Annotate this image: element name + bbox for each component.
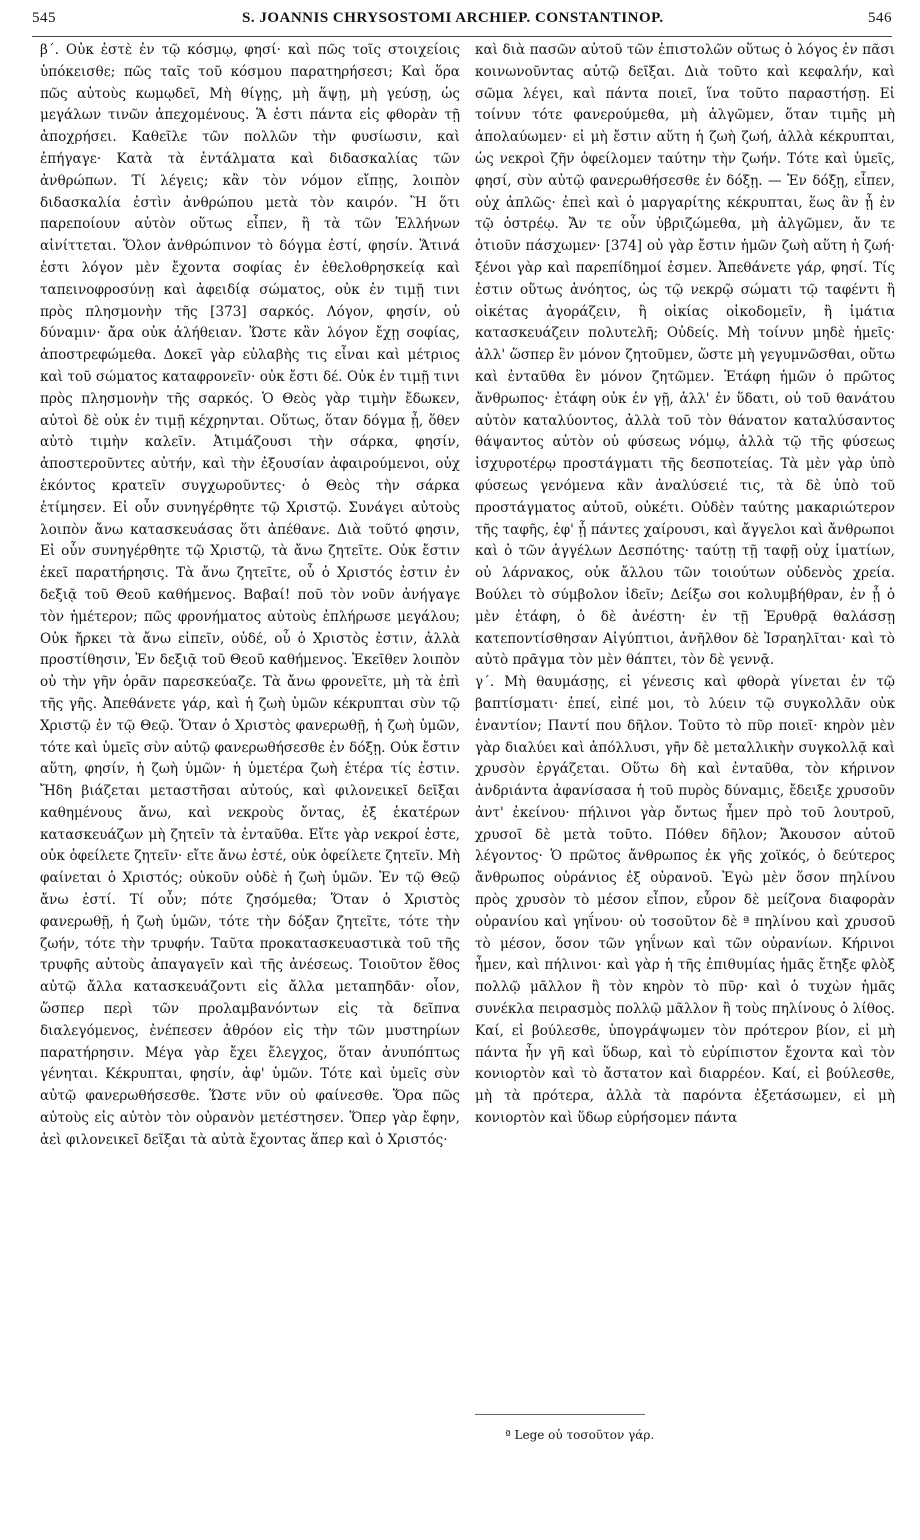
paragraph: β΄. Οὐκ ἐστὲ ἐν τῷ κόσμῳ, φησί· καὶ πῶς τοῖς στοιχείοις ὑπόκεισθε; πῶς ταῖς τοῦ κόσμου παρατηρήσεσι; Καὶ ὅρα πῶς αὐτοὺς κωμῳδεῖ, Μὴ θίγῃς, μὴ ἅψῃ, μὴ γεύσῃ, ὡς μεγάλων τινῶν ἀπεχομένους. Ἅ ἐστι πάντα εἰς φθορὰν τῇ ἀποχρήσει. Καθεῖλε τῶν πολλῶν τὴν φυσίωσιν, καὶ ἐπήγαγε· Κατὰ τὰ ἐντάλματα καὶ διδασκαλίας τῶν ἀνθρώπων. Τί λέγεις; κἂν τὸν νόμον εἴπῃς, λοιπὸν διδασκαλία ἐστὶν ἀνθρώπου μετὰ τὸν καιρόν. Ἢ ὅτι παρεποίουν αὐτὸν οὕτως εἶπεν, ἢ τὰ τῶν Ἑλλήνων αἰνίττεται. Ὅλον ἀνθρώπινον τὸ δόγμα ἐστί, φησίν. Ἅτινά ἐστι λόγον μὲν ἔχοντα σοφίας ἐν ἐθελοθρησκείᾳ καὶ ταπεινοφροσύνῃ καὶ ἀφειδίᾳ σώματος, οὐκ ἐν τιμῇ τινι πρὸς πλησμονὴν τῆς [373] σαρκός. Λόγον, φησίν, οὐ δύναμιν· ἄρα οὐκ ἀλήθειαν. Ὥστε κἂν λόγον ἔχῃ σοφίας, ἀποστρεφώμεθα. Δοκεῖ γὰρ εὐλαβὴς τις εἶναι καὶ μέτριος καὶ τοῦ σώματος καταφρονεῖν· οὐκ ἔστι δέ. Οὐκ ἐν τιμῇ τινι πρὸς πλησμονὴν τῆς σαρκός. Ὁ Θεὸς γὰρ τιμὴν ἔδωκεν, αὐτοὶ δὲ οὐκ ἐν τιμῇ κέχρηνται. Οὕτως, ὅταν δόγμα ᾖ, ὅθεν αὐτὸ τιμὴν καλεῖν. Ἀτιμάζουσι τὴν σάρκα, φησίν, ἀποστεροῦντες αὐτήν, καὶ τὴν ἐξουσίαν ἀφαιρούμενοι, οὐχ ἑκόντος κρατεῖν συγχωροῦντες· ὁ Θεὸς τὴν σάρκα ἐτίμησεν. Εἰ οὖν συνηγέρθητε τῷ Χριστῷ. Συνάγει αὐτοὺς λοιπὸν ἄνω κατασκευάσας ὅτι ἀπέθανε. Διὰ τοῦτό φησιν, Εἰ οὖν συνηγέρθητε τῷ Χριστῷ, τὰ ἄνω ζητεῖτε. Οὐκ ἔστιν ἐκεῖ παρατήρησις. Τὰ ἄνω ζητεῖτε, οὗ ὁ Χριστός ἐστιν ἐν δεξιᾷ τοῦ Θεοῦ καθήμενος. Βαβαί! ποῦ τὸν νοῦν ἀνήγαγε τὸν ἡμέτερον; πῶς φρονήματος αὐτοὺς ἐπλήρωσε μεγάλου; Οὐκ ἤρκει τὰ ἄνω εἰπεῖν, οὐδέ, οὗ ὁ Χριστὸς ἐστιν, ἀλλὰ προστίθησιν, Ἐν δεξιᾷ τοῦ Θεοῦ καθήμενος. Ἐκεῖθεν λοιπὸν οὐ τὴν γῆν ὁρᾶν παρεσκεύαζε. Τὰ ἄνω φρονεῖτε, μὴ τὰ ἐπὶ τῆς γῆς. Ἀπεθάνετε γάρ, καὶ ἡ ζωὴ ὑμῶν κέκρυπται σὺν τῷ Χριστῷ ἐν τῷ Θεῷ. Ὅταν ὁ Χριστὸς φανερωθῇ, ἡ ζωὴ ὑμῶν, τότε καὶ ὑμεῖς σὺν αὐτῷ φανερωθήσεσθε ἐν δόξῃ. Οὐκ ἔστιν αὕτη, φησίν, ἡ ζωὴ ὑμῶν· ἡ ὑμετέρα ζωὴ ἑτέρα τίς ἐστιν. Ἤδη βιάζεται μεταστῆσαι αὐτούς, καὶ φιλονεικεῖ δεῖξαι καθημένους ἄνω, καὶ νεκροὺς ὄντας, ἐξ ἑκατέρων κατασκευάζων μὴ ζητεῖν τὰ ἐνταῦθα. Εἴτε γὰρ νεκροί ἐστε, οὐκ ὀφείλετε ζητεῖν· εἴτε ἄνω ἐστέ, οὐκ ὀφείλετε ζητεῖν. Μὴ φαίνεται ὁ Χριστός; οὐκοῦν οὐδὲ ἡ ζωὴ ὑμῶν. Ἐν τῷ Θεῷ ἄνω ἐστί. Τί οὖν; πότε ζησόμεθα; Ὅταν ὁ Χριστὸς φανερωθῇ, ἡ ζωὴ ὑμῶν, τότε τὴν δόξαν ζητεῖτε, τότε τὴν ζωήν, τότε τὴν τρυφήν. Ταῦτα προκατασκευαστικὰ τοῦ τῆς τρυφῆς αὐτοὺς ἀπαγαγεῖν καὶ τῆς ἀνέσεως. Τοιοῦτον ἔθος αὐτῷ ἄλλα κατασκευάζοντι εἰς ἄλλα μεταπηδᾶν· οἷον, ὥσπερ περὶ τῶν προλαμβανόντων εἰς τὰ δεῖπνα διαλεγόμενος, ἐνέπεσεν ἀθρόον εἰς τὴν τῶν μυστηρίων παρατήρησιν. Μέγα γὰρ ἔχει ἔλεγχος, ὅταν ἀνυπόπτως γένηται. Κέκρυπται, φησίν, ἀφ' ὑμῶν. Τότε καὶ ὑμεῖς σὺν αὐτῷ φανερωθήσεσθε. Ὥστε νῦν οὐ φαίνεσθε. Ὅρα πῶς αὐτοὺς εἰς αὐτὸν τὸν οὐρανὸν μετέστησεν. Ὅπερ γὰρ ἔφην, ἀεὶ φιλονεικεῖ δεῖξαι τὰ αὐτὰ ἔχοντας ἅπερ καὶ ὁ Χριστός·: [40, 42, 460, 1148]
paragraph: γ΄. Μὴ θαυμάσῃς, εἰ γένεσις καὶ φθορὰ γίνεται ἐν τῷ βαπτίσματι· ἐπεί, εἰπέ μοι, τὸ λύειν τῷ συγκολλᾶν οὐκ ἐναντίον; Παντί που δῆλον. Τοῦτο τὸ πῦρ ποιεῖ· κηρὸν μὲν γὰρ διαλύει καὶ ἀπόλλυσι, γῆν δὲ μεταλλικὴν συγκολλᾷ καὶ χρυσὸν ἐργάζεται. Οὕτω δὴ καὶ ἐνταῦθα, τὸν κήρινον ἀνδριάντα ἀφανίσασα ἡ τοῦ πυρὸς δύναμις, ἔδειξε χρυσοῦν ἀντ' ἐκείνου· πήλινοι γὰρ ὄντως ἦμεν πρὸ τοῦ λουτροῦ, χρυσοῖ δὲ μετὰ τοῦτο. Πόθεν δῆλον; Ἄκουσον αὐτοῦ λέγοντος· Ὁ πρῶτος ἄνθρωπος ἐκ γῆς χοϊκός, ὁ δεύτερος ἄνθρωπος οὐράνιος ἐξ οὐρανοῦ. Ἐγὼ μὲν ὅσον πηλίνου πρὸς χρυσὸν τὸ μέσον εἶπον, εὗρον δὲ μείζονα διαφορὰν οὐρανίου καὶ γηΐνου· οὐ τοσοῦτον δὲ ª πηλίνου καὶ χρυσοῦ τὸ μέσον, ὅσον τῶν γηΐνων καὶ τῶν οὐρανίων. Κήρινοι ἦμεν, καὶ πήλινοι· καὶ γὰρ ἡ τῆς ἐπιθυμίας ἡμᾶς ἔτηξε φλὸξ πολλῷ μᾶλλον ἢ τὸν κηρὸν τὸ πῦρ· καὶ ὁ τυχὼν ἡμᾶς συνέκλα πειρασμὸς πολλῷ μᾶλλον ἢ τοὺς πηλίνους ὁ λίθος. Καί, εἰ βούλεσθε, ὑπογράψωμεν τὸν πρότερον βίον, εἰ μὴ πάντα ἦν γῆ καὶ ὕδωρ, καὶ τὸ εὐρίπιστον ἔχοντα καὶ τὸν κονιορτὸν καὶ τὸ ἄστατον καὶ διαρρέον. Καί, εἰ βούλεσθε, μὴ τὰ πρότερα, ἀλλὰ τὰ παρόντα ἐξετάσωμεν, εἰ μὴ κονιορτὸν καὶ ὕδωρ εὑρήσομεν πάντα: [475, 674, 895, 1127]
footnote-rule: [475, 1414, 645, 1415]
right-column: [475, 40, 895, 1450]
page-number-right: 546: [868, 10, 892, 26]
running-title: S. JOANNIS CHRYSOSTOMI ARCHIEP. CONSTANTINOP.: [242, 10, 664, 26]
footnote: ª Lege οὐ τοσοῦτον γάρ.: [505, 1428, 655, 1442]
left-column: [40, 40, 460, 1450]
paragraph: καὶ διὰ πασῶν αὐτοῦ τῶν ἐπιστολῶν οὕτως ὁ λόγος ἐν πᾶσι κοινωνοῦντας αὐτῷ δεῖξαι. Διὰ τοῦτο καὶ κεφαλήν, καὶ σῶμα λέγει, καὶ πάντα ποιεῖ, ἵνα τοῦτο παραστήσῃ. Εἰ τοίνυν τότε φανερούμεθα, μὴ ἀλγῶμεν, ὅταν τιμῆς μὴ ἀπολαύωμεν· εἰ μὴ ἔστιν αὕτη ἡ ζωὴ ζωή, ἀλλὰ κέκρυπται, ὡς νεκροὶ ζῆν ὀφείλομεν ταύτην τὴν ζωήν. Τότε καὶ ὑμεῖς, φησί, σὺν αὐτῷ φανερωθήσεσθε ἐν δόξῃ. — Ἐν δόξῃ, εἶπεν, οὐχ ἁπλῶς· ἐπεὶ καὶ ὁ μαργαρίτης κέκρυπται, ἕως ἂν ᾖ ἐν τῷ ὀστρέῳ. Ἄν τε οὖν ὑβριζώμεθα, μὴ ἀλγῶμεν, ἄν τε ὁτιοῦν πάσχωμεν· [374] οὐ γὰρ ἔστιν ἡμῶν ζωὴ αὕτη ἡ ζωή· ξένοι γὰρ καὶ παρεπίδημοί ἐσμεν. Ἀπεθάνετε γάρ, φησί. Τίς ἐστιν οὕτως ἀνόητος, ὡς τῷ νεκρῷ σώματι τῷ ταφέντι ἢ οἰκέτας ἀγοράζειν, ἢ οἰκίας οἰκοδομεῖν, ἢ ἱμάτια κατασκευάζειν πολυτελῆ; Οὐδείς. Μὴ τοίνυν μηδὲ ἡμεῖς· ἀλλ' ὥσπερ ἓν μόνον ζητοῦμεν, ὥστε μὴ γεγυμνῶσθαι, οὕτω καὶ ἐνταῦθα ἓν μόνον ζητῶμεν. Ἐτάφη ἡμῶν ὁ πρῶτος ἄνθρωπος· ἐτάφη οὐκ ἐν γῇ, ἀλλ' ἐν ὕδατι, οὐ τοῦ θανάτου αὐτὸν καταλύοντος, ἀλλὰ τοῦ τὸν θάνατον καταλύσαντος θάψαντος αὐτὸν οὐ φύσεως νόμῳ, ἀλλὰ τῷ τῆς φύσεως ἰσχυροτέρῳ προστάγματι τῆς δεσποτείας. Τὰ μὲν γὰρ ὑπὸ φύσεως γενόμενα κἂν ἀναλύσειέ τις, τὰ δὲ ὑπὸ τοῦ προστάγματος αὐτοῦ, οὐκέτι. Οὐδὲν ταύτης μακαριώτερον τῆς ταφῆς, ἐφ' ᾗ πάντες χαίρουσι, καὶ ἄγγελοι καὶ ἄνθρωποι καὶ ὁ τῶν ἀγγέλων Δεσπότης· ταύτῃ τῇ ταφῇ οὐχ ἱματίων, οὐ λάρνακος, οὐκ ἄλλου τῶν τοιούτων οὐδενὸς χρεία. Βούλει τὸ σύμβολον ἰδεῖν; Δείξω σοι κολυμβήθραν, ἐν ᾗ ὁ μὲν ἐτάφη, ὁ δὲ ἀνέστη· ἐν τῇ Ἐρυθρᾷ θαλάσσῃ κατεποντίσθησαν Αἰγύπτιοι, ἀνῆλθον δὲ Ἰσραηλῖται· καὶ τὸ αὐτὸ πρᾶγμα τὸν μὲν θάπτει, τὸν δὲ γεννᾷ.: [475, 42, 895, 669]
header-rule: [32, 36, 892, 37]
page-number-left: 545: [32, 10, 56, 26]
running-header: [32, 10, 892, 36]
